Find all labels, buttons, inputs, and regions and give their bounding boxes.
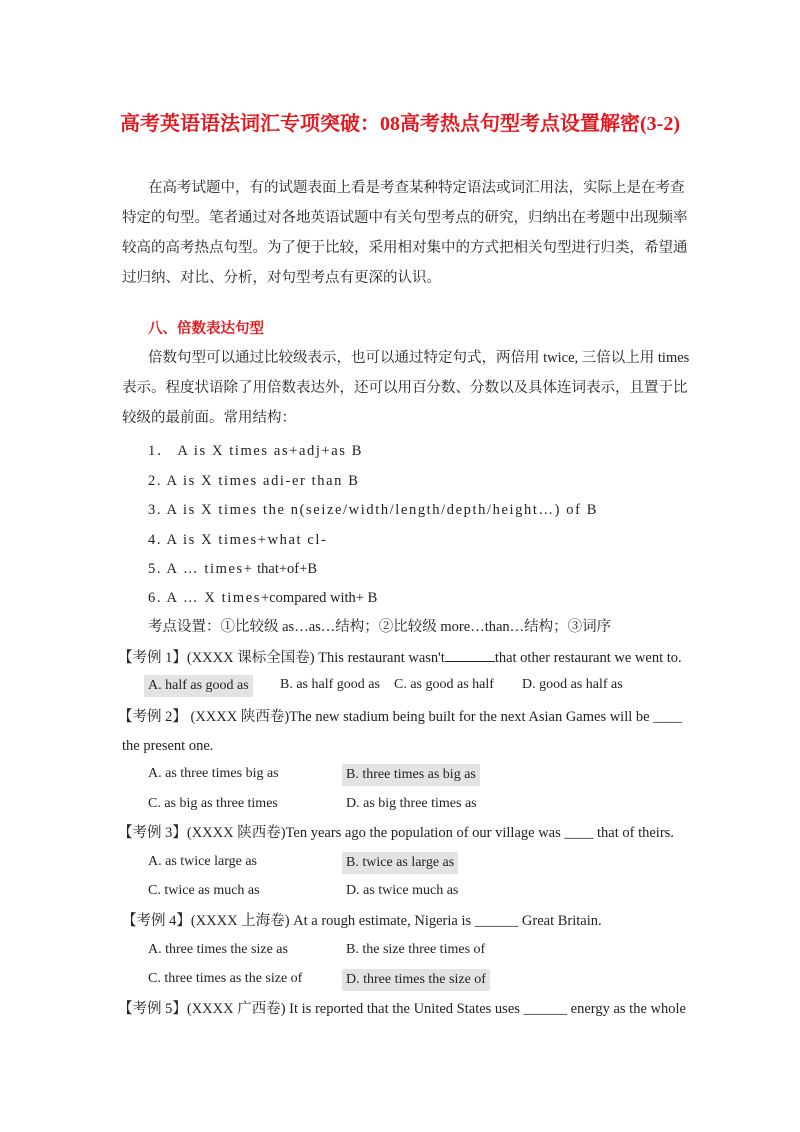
structure-item [148, 588, 377, 608]
example-label: 【考例 5】 [118, 1001, 187, 1017]
example-3-option-c: C. twice as much as [148, 883, 260, 898]
example-2-option-a: A. as three times big as [148, 766, 279, 781]
intro-line: 在高考试题中，有的试题表面上看是考查某种特定语法或词汇用法，实际上是在考查 [148, 180, 685, 196]
structure-tail: +compared with+ B [261, 590, 378, 606]
example-3-option-d: D. as twice much as [346, 883, 459, 898]
structure-head: 6. A … X times [148, 590, 262, 606]
section-desc-line: 倍数句型可以通过比较级表示，也可以通过特定句式，两倍用 twice, 三倍以上用 times [148, 350, 690, 366]
intro-line: 较高的高考热点句型。为了便于比较，采用相对集中的方式把相关句型进行归类，希望通 [122, 240, 688, 256]
structure-item: 1． A is X times as+adj+as B [148, 443, 364, 459]
section-desc-line: 表示。程度状语除了用倍数表达外，还可以用百分数、分数以及具体连词表示，且置于比 [122, 380, 688, 396]
example-1-option-c: C. as good as half [394, 677, 494, 692]
example-4-option-b: B. the size three times of [346, 942, 486, 957]
example-1-stem: 【考例 1】(XXXX 课标全国卷) This restaurant wasn't that other restaurant we went to. [118, 647, 682, 668]
answer-blank [445, 647, 495, 662]
example-5-stem: 【考例 5】(XXXX 广西卷) It is reported that the United States uses ______ energy as the whole [118, 1001, 686, 1017]
structure-item: 4. A is X times+what cl- [148, 532, 328, 548]
example-1-option-b: B. as half good as [280, 677, 380, 692]
structure-item [148, 559, 317, 579]
example-4-option-c: C. three times as the size of [148, 971, 303, 986]
intro-line: 特定的句型。笔者通过对各地英语试题中有关句型考点的研究，归纳出在考题中出现频率 [122, 210, 688, 226]
example-4-option-d: D. three times the size of [342, 969, 490, 991]
example-label: 【考例 3】 [118, 825, 187, 841]
example-label: 【考例 2】 [118, 709, 187, 725]
structure-tail: that+of+B [257, 561, 317, 577]
structure-item: 2. A is X times adi-er than B [148, 473, 360, 489]
page-title: 高考英语语法词汇专项突破：08高考热点句型考点设置解密(3-2) [120, 113, 680, 135]
section-heading: 八、倍数表达句型 [148, 321, 264, 337]
example-label: 【考例 4】 [122, 913, 191, 929]
example-3-stem: 【考例 3】(XXXX 陕西卷)Ten years ago the population of our village was ____ that of theirs. [118, 825, 674, 841]
example-label: 【考例 1】 [118, 650, 187, 666]
section-desc-line: 较级的最前面。常用结构： [122, 410, 296, 426]
example-2-option-c: C. as big as three times [148, 796, 278, 811]
example-1-option-d: D. good as half as [522, 677, 623, 692]
example-2-stem: 【考例 2】 (XXXX 陕西卷)The new stadium being built for the next Asian Games will be ____ [118, 709, 683, 725]
example-4-stem: 【考例 4】(XXXX 上海卷) At a rough estimate, Nigeria is ______ Great Britain. [122, 913, 602, 929]
structure-item: 3. A is X times the n(seize/width/length/depth/height…) of B [148, 502, 598, 518]
example-2-option-d: D. as big three times as [346, 796, 477, 811]
example-2-option-b: B. three times as big as [342, 764, 480, 786]
exam-points: 考点设置：①比较级 as…as…结构；②比较级 more…than…结构；③词序 [148, 619, 612, 635]
example-3-option-b: B. twice as large as [342, 852, 458, 874]
structure-head: 5. A … times+ [148, 561, 254, 577]
example-1-option-a: A. half as good as [144, 675, 253, 697]
example-3-option-a: A. as twice large as [148, 854, 257, 869]
example-2-stem-line2: the present one. [122, 738, 214, 754]
example-4-option-a: A. three times the size as [148, 942, 288, 957]
intro-line: 过归纳、对比、分析，对句型考点有更深的认识。 [122, 270, 441, 286]
